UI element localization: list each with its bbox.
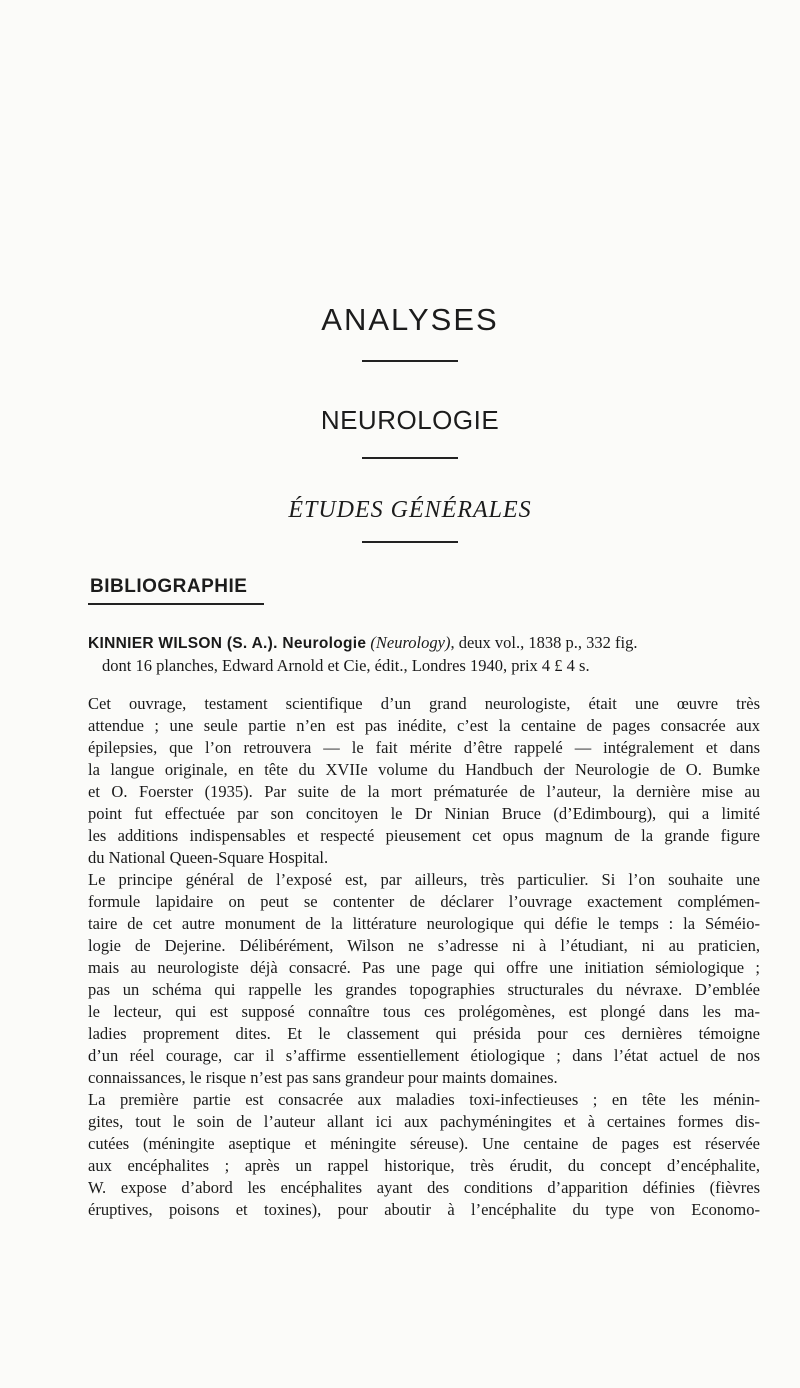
body-line: mais au neurologiste déjà consacré. Pas une page qui offre une initiation sémiologique ;: [88, 958, 760, 977]
body-line: ladies proprement dites. Et le classement qui présida pour ces dernières témoigne: [88, 1024, 760, 1043]
category-underline: [88, 603, 264, 605]
body-line: les additions indispensables et respecté pieusement cet opus magnum de la grande figure: [88, 826, 760, 845]
body-line: Le principe général de l’exposé est, par ailleurs, très particulier. Si l’on souhaite une: [88, 870, 760, 889]
body-line: la langue originale, en tête du XVIIe volume du Handbuch der Neurologie de O. Bumke: [88, 760, 760, 779]
category-heading: BIBLIOGRAPHIE: [90, 576, 248, 597]
body-line: logie de Dejerine. Délibérément, Wilson ne s’adresse ni à l’étudiant, ni au praticien,: [88, 936, 760, 955]
body-line: du National Queen-Square Hospital.: [88, 848, 329, 867]
reference-translated-title: (Neurology): [370, 633, 451, 652]
body-line: formule lapidaire on peut se contenter de déclarer l’ouvrage exactement complémen-: [88, 892, 760, 911]
review-body: [88, 693, 760, 1221]
body-line: le lecteur, qui est supposé connaître tous ces prolégomènes, est plongé dans les ma-: [88, 1002, 760, 1021]
section-divider: [362, 457, 458, 459]
body-line: taire de cet autre monument de la littérature neurologique qui défie le temps : la Séméio-: [88, 914, 760, 933]
section-title: NEUROLOGIE: [320, 405, 500, 435]
body-line: Cet ouvrage, testament scientifique d’un grand neurologiste, était une œuvre très: [88, 694, 760, 713]
reference-authors: KINNIER WILSON (S. A.). Neurologie: [88, 635, 367, 652]
body-line: La première partie est consacrée aux maladies toxi-infectieuses ; en tête les ménin-: [88, 1090, 760, 1109]
page-title: ANALYSES: [321, 302, 499, 337]
body-line: point fut effectuée par son concitoyen le Dr Ninian Bruce (d’Edimbourg), qui a limité: [88, 804, 760, 823]
body-line: aux encéphalites ; après un rappel historique, très érudit, du concept d’encéphalite,: [88, 1156, 760, 1175]
body-line: d’un réel courage, car il s’affirme essentiellement étiologique ; dans l’état actuel de nos: [88, 1046, 760, 1065]
body-line: W. expose d’abord les encéphalites ayant des conditions d’apparition définies (fièvres: [88, 1178, 760, 1197]
title-divider: [362, 360, 458, 362]
body-line: attendue ; une seule partie n’en est pas inédite, c’est la centaine de pages consacrée aux: [88, 716, 760, 735]
subsection-divider: [362, 541, 458, 543]
body-line: éruptives, poisons et toxines), pour aboutir à l’encéphalite du type von Economo-: [88, 1200, 760, 1219]
body-line: pas un schéma qui rappelle les grandes topographies structurales du névraxe. D’emblée: [88, 980, 760, 999]
body-line: épilepsies, que l’on retrouvera — le fait mérite d’être rappelé — intégralement et dans: [88, 738, 760, 757]
bibliographic-reference: [88, 632, 760, 677]
body-line: cutées (méningite aseptique et méningite séreuse). Une centaine de pages est réservée: [88, 1134, 760, 1153]
subsection-title: ÉTUDES GÉNÉRALES: [288, 497, 532, 523]
body-line: connaissances, le risque n’est pas sans grandeur pour maints domaines.: [88, 1068, 558, 1087]
reference-publisher: dont 16 planches, Edward Arnold et Cie, édit., Londres 1940, prix 4 £ 4 s.: [102, 656, 590, 675]
body-line: gites, tout le soin de l’auteur allant ici aux pachyméningites et à certaines formes dis-: [88, 1112, 760, 1131]
reference-details: , deux vol., 1838 p., 332 fig.: [450, 633, 638, 652]
body-line: et O. Foerster (1935). Par suite de la mort prématurée de l’auteur, la dernière mise au: [88, 782, 760, 801]
